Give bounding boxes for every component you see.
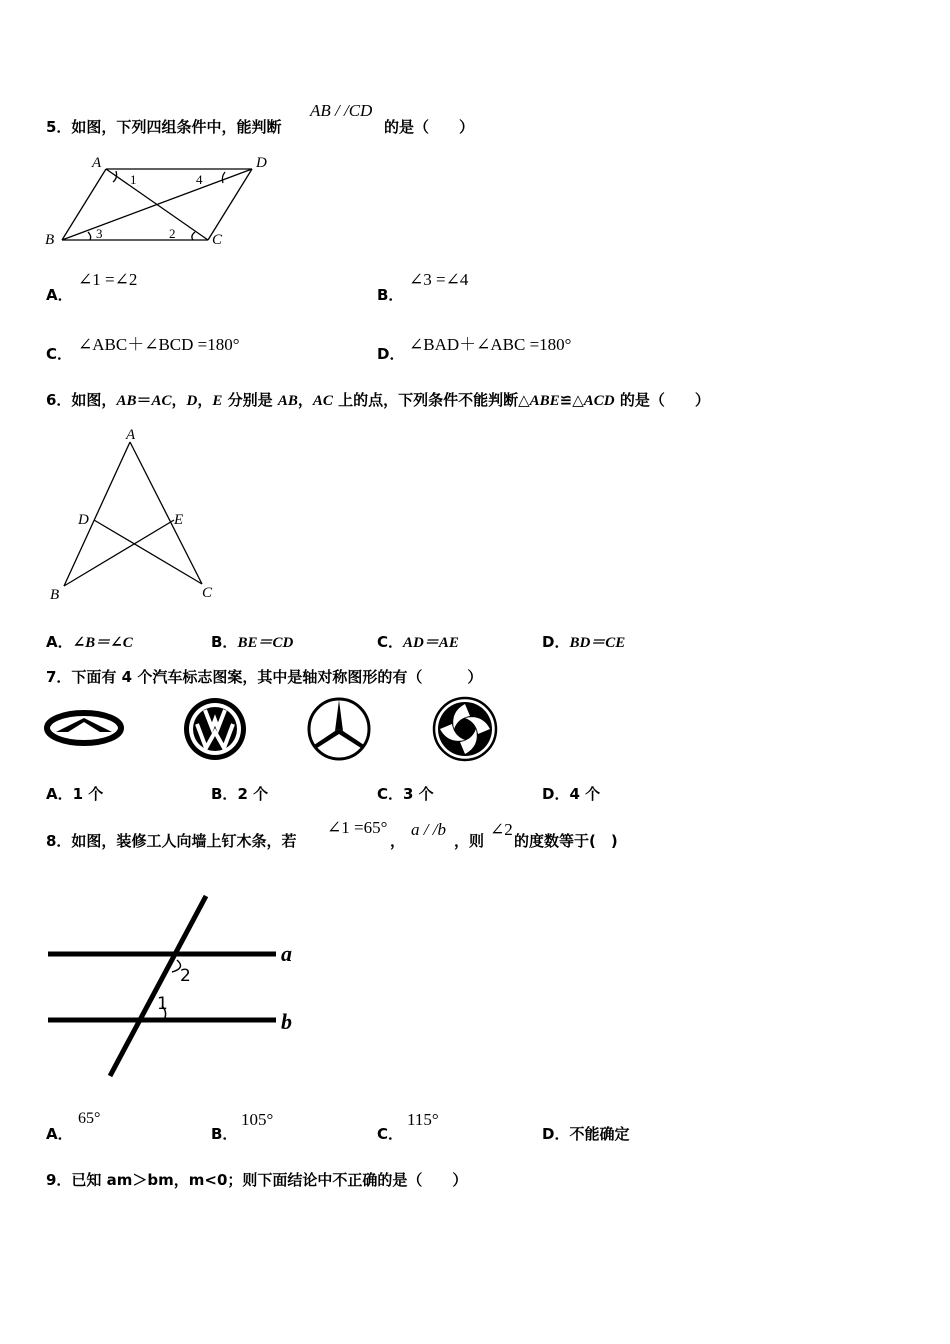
q6-d: D — [186, 393, 198, 409]
q5-label-c: C — [212, 232, 223, 248]
q6-eq: ＝ — [136, 391, 152, 409]
q8-math-parallel: a / /b — [411, 820, 446, 839]
q6-acd: ACD — [583, 393, 615, 409]
q5-option-c[interactable]: ∠ABC＋∠BCD =180° — [78, 335, 240, 354]
q8-math-angle2: ∠2 — [490, 820, 513, 839]
q8-option-b-letter[interactable]: B． — [211, 1125, 238, 1143]
q5-stem — [46, 116, 281, 137]
q6-label-c: C — [202, 585, 213, 601]
q8-option-d[interactable] — [542, 1123, 629, 1144]
q7-option-b[interactable] — [211, 783, 268, 804]
q6-option-b[interactable] — [211, 631, 293, 652]
q6-abe: ABE — [529, 393, 560, 409]
q6-triangle-figure — [44, 424, 234, 604]
q5-angle-4: 4 — [196, 172, 203, 187]
q8-prefix: 8．如图，装修工人向墙上钉木条，若 — [46, 832, 297, 850]
q8-option-c[interactable]: 115° — [407, 1110, 439, 1129]
q6-e: E — [212, 393, 223, 409]
q7-option-d-letter: D． — [542, 785, 570, 803]
q8-option-a-letter[interactable]: A． — [46, 1125, 73, 1143]
q6-num: 6．如图， — [46, 391, 117, 409]
q6-ab: AB — [116, 393, 137, 409]
q5-angle-3: 3 — [96, 226, 103, 241]
q8-option-c-letter[interactable]: C． — [377, 1125, 404, 1143]
q8-option-b[interactable]: 105° — [241, 1110, 274, 1129]
q5-option-b[interactable]: ∠3 =∠4 — [409, 270, 469, 289]
q8-option-d-text: 不能确定 — [569, 1125, 630, 1143]
q7-option-c-letter: C． — [377, 785, 404, 803]
q7-option-a[interactable] — [46, 783, 103, 804]
q5-option-d[interactable]: ∠BAD＋∠ABC =180° — [409, 335, 572, 354]
q7-option-c-text: 3 个 — [403, 785, 434, 803]
q6-option-b-letter: B． — [211, 633, 238, 651]
q8-angle-2: 2 — [180, 966, 191, 986]
q6-label-a: A — [126, 427, 136, 443]
volkswagen-logo-icon — [182, 696, 248, 762]
q6-ab2: AB — [277, 393, 298, 409]
q5-prefix: 5．如图，下列四组条件中，能判断 — [46, 118, 282, 136]
q8-mid: ，则 — [454, 832, 485, 850]
q7-option-b-text: 2 个 — [237, 785, 269, 803]
q6-comma3: ， — [297, 391, 313, 409]
q6-label-b: B — [50, 587, 60, 603]
q8-parallel-lines-figure — [44, 890, 314, 1080]
q5-label-b: B — [45, 232, 55, 248]
q6-label-d: D — [78, 512, 89, 528]
q5-option-c-letter[interactable]: C． — [46, 345, 73, 363]
q6-stem — [46, 389, 710, 410]
mercedes-logo-icon — [306, 696, 372, 762]
q5-option-b-letter[interactable]: B． — [377, 286, 404, 304]
q7-option-a-text: 1 个 — [72, 785, 104, 803]
q6-option-d-text: BD＝CE — [569, 635, 626, 651]
q8-option-a[interactable]: 65° — [78, 1110, 101, 1127]
q6-option-a[interactable] — [46, 631, 133, 652]
q7-stem: 7．下面有 4 个汽车标志图案，其中是轴对称图形的有（ ） — [46, 668, 483, 686]
q6-option-c-letter: C． — [377, 633, 404, 651]
q5-option-a-letter[interactable]: A． — [46, 286, 73, 304]
dongfeng-logo-icon — [432, 696, 498, 762]
q6-option-d-letter: D． — [542, 633, 570, 651]
q5-angle-1: 1 — [130, 172, 137, 187]
q6-ac: AC — [151, 393, 172, 409]
q6-suffix: 的是（ ） — [614, 391, 710, 409]
infiniti-logo-icon — [44, 708, 126, 750]
q6-option-a-text: ∠B＝∠C — [72, 635, 133, 651]
q6-option-d[interactable] — [542, 631, 625, 652]
q9-stem: 9．已知 am＞bm，m<0；则下面结论中不正确的是（ ） — [46, 1171, 468, 1189]
q5-option-d-letter[interactable]: D． — [377, 345, 405, 363]
q6-fenbie: 分别是 — [222, 391, 278, 409]
q7-option-c[interactable] — [377, 783, 434, 804]
q5-angle-2: 2 — [169, 226, 176, 241]
q6-congruent: ≌△ — [559, 391, 584, 409]
q5-option-a[interactable]: ∠1 =∠2 — [78, 270, 138, 289]
q6-comma2: ， — [197, 391, 213, 409]
q6-ac2: AC — [312, 393, 333, 409]
q6-comma1: ， — [171, 391, 187, 409]
q5-label-a: A — [92, 155, 102, 171]
q5-parallelogram-figure — [40, 152, 280, 252]
q8-angle-1: 1 — [157, 994, 168, 1014]
q8-math-angle1: ∠1 =65° — [327, 818, 388, 837]
q8-label-b: b — [281, 1009, 292, 1034]
q6-option-b-text: BE＝CD — [237, 635, 294, 651]
q5-suffix: 的是（ ） — [384, 118, 475, 136]
q6-option-c-text: AD＝AE — [403, 635, 459, 651]
q8-option-d-letter: D． — [542, 1125, 570, 1143]
q8-suffix: 的度数等于( ) — [514, 832, 618, 850]
q7-option-d-text: 4 个 — [569, 785, 601, 803]
q8-label-a: a — [281, 941, 292, 966]
q6-option-c[interactable] — [377, 631, 459, 652]
q6-option-a-letter: A． — [46, 633, 73, 651]
q8-sep: ， — [390, 832, 406, 850]
q7-option-b-letter: B． — [211, 785, 238, 803]
q5-stem-math: AB / /CD — [310, 101, 373, 120]
q5-label-d: D — [256, 155, 267, 171]
q6-label-e: E — [174, 512, 184, 528]
q7-option-d[interactable] — [542, 783, 600, 804]
q6-text-mid: 上的点，下列条件不能判断△ — [332, 391, 530, 409]
q7-option-a-letter: A． — [46, 785, 73, 803]
